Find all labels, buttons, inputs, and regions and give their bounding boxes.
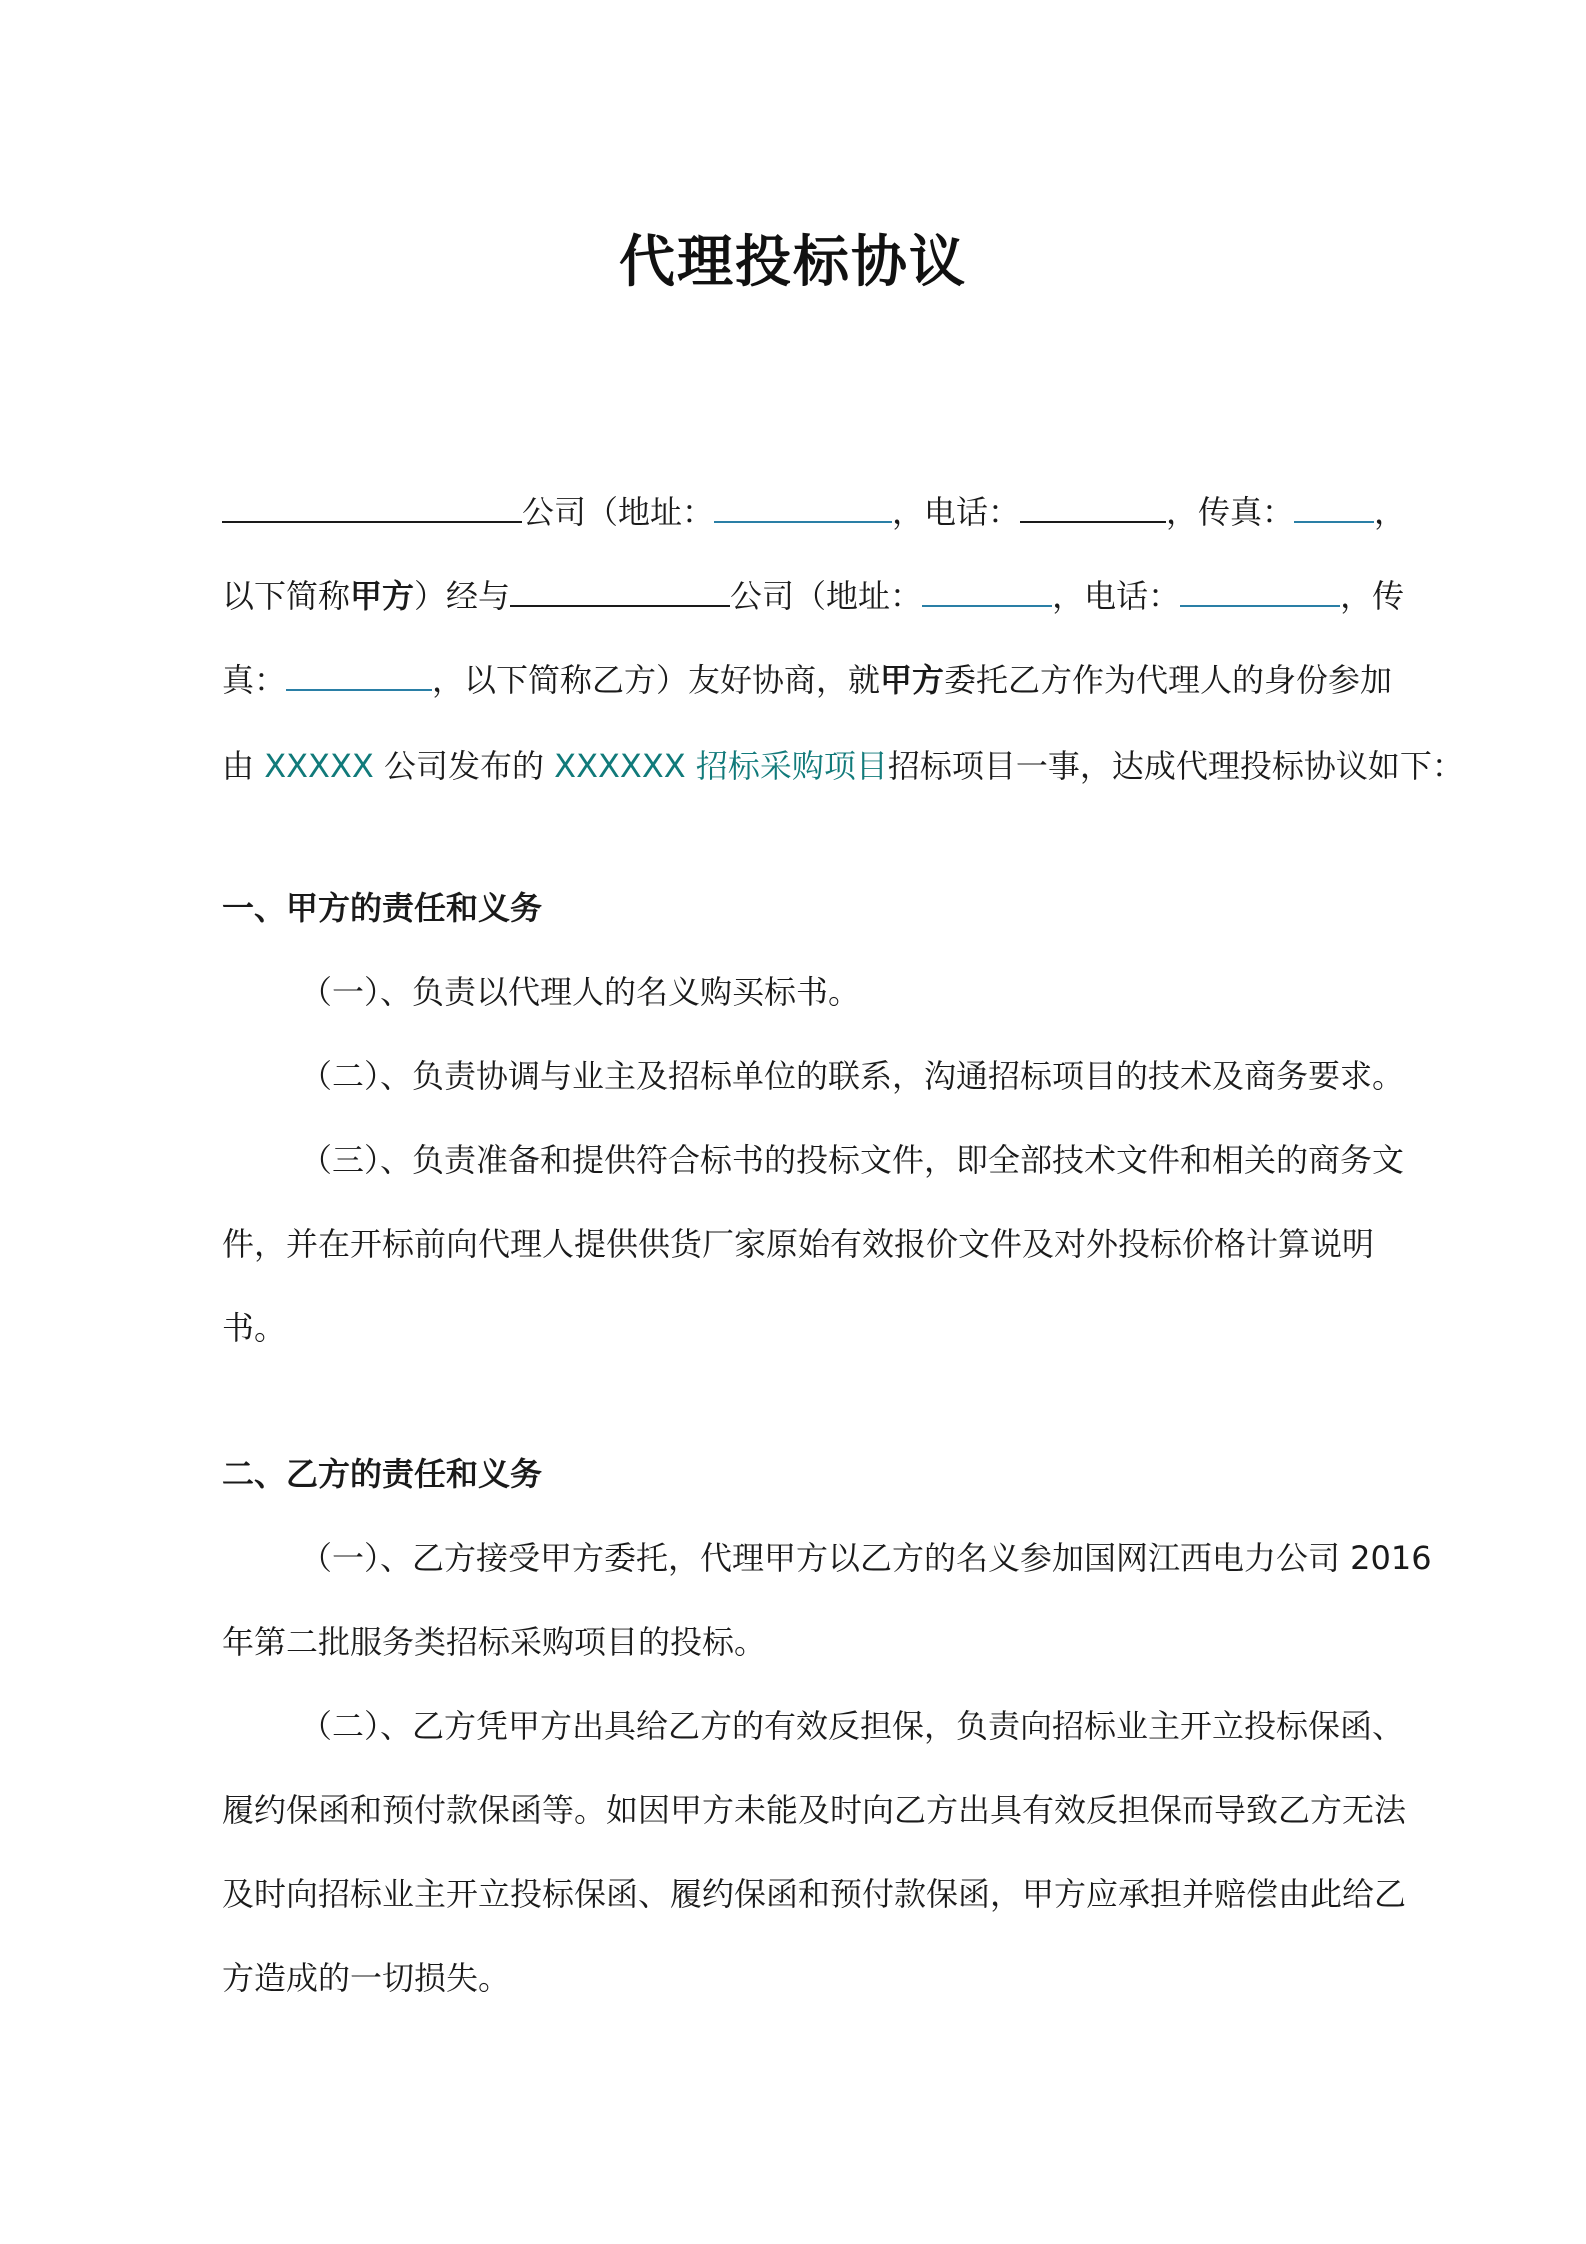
issuer-company: XXXXX — [264, 747, 374, 785]
section2-item-1: （一）、乙方接受甲方委托，代理甲方以乙方的名义参加国网江西电力公司 2016 — [300, 1539, 1432, 1577]
page-title: 代理投标协议 — [619, 230, 967, 295]
section2-item-1-cont: 年第二批服务类招标采购项目的投标。 — [222, 1623, 767, 1661]
party-b-phone-blank[interactable] — [1180, 571, 1340, 607]
fax-label-part1: ，传 — [1340, 577, 1405, 615]
fax-label-part2: 真： — [222, 661, 287, 699]
phone-label-2: ，电话： — [1052, 577, 1181, 615]
section1-item-3-end: 书。 — [222, 1309, 287, 1347]
section2-item-2-end: 方造成的一切损失。 — [222, 1959, 511, 1997]
party-b-address-blank[interactable] — [922, 571, 1052, 607]
closing-text: 招标项目一事，达成代理投标协议如下： — [887, 747, 1464, 785]
section2-heading: 二、乙方的责任和义务 — [222, 1455, 543, 1493]
party-a-prefix: 以下简称 — [222, 577, 351, 615]
section2-item-2-cont-2: 及时向招标业主开立投标保函、履约保函和预付款保函，甲方应承担并赔偿由此给乙 — [222, 1875, 1407, 1913]
intro-line-4 — [222, 736, 1464, 796]
fax-label: ，传真： — [1166, 493, 1295, 531]
published-by-label: 公司发布的 — [383, 747, 544, 785]
intro-line-3 — [222, 650, 1400, 710]
section1-item-3: （三）、负责准备和提供符合标书的投标文件，即全部技术文件和相关的商务文 — [300, 1141, 1405, 1179]
party-b-fax-blank[interactable] — [286, 655, 432, 691]
project-name: XXXXXX 招标采购项目 — [554, 747, 888, 785]
party-b-company-blank[interactable] — [510, 571, 730, 607]
party-a-fax-blank[interactable] — [1294, 487, 1374, 523]
section2-item-2: （二）、乙方凭甲方出具给乙方的有效反担保，负责向招标业主开立投标保函、 — [300, 1707, 1405, 1745]
section1-item-1: （一）、负责以代理人的名义购买标书。 — [300, 973, 861, 1011]
party-a-name-2: 甲方 — [880, 661, 945, 699]
intro-line-2 — [222, 566, 1405, 626]
from-label: 由 — [222, 747, 255, 785]
comma: ， — [1374, 493, 1407, 531]
section1-item-3-cont: 件，并在开标前向代理人提供供货厂家原始有效报价文件及对外投标价格计算说明 — [222, 1225, 1375, 1263]
intro-line-1 — [222, 482, 1407, 542]
section2-item-2-cont-1: 履约保函和预付款保函等。如因甲方未能及时向乙方出具有效反担保而导致乙方无法 — [222, 1791, 1407, 1829]
party-a-address-blank[interactable] — [714, 487, 892, 523]
party-a-phone-blank[interactable] — [1020, 487, 1166, 523]
section1-heading: 一、甲方的责任和义务 — [222, 889, 543, 927]
party-a-company-blank[interactable] — [222, 487, 522, 523]
party-a-name: 甲方 — [350, 577, 415, 615]
company-address-label-2: 公司（地址： — [730, 577, 923, 615]
company-address-label: 公司（地址： — [522, 493, 715, 531]
section1-item-2: （二）、负责协调与业主及招标单位的联系，沟通招标项目的技术及商务要求。 — [300, 1057, 1405, 1095]
party-b-text: ，以下简称乙方）友好协商，就 — [432, 661, 881, 699]
party-a-suffix: ）经与 — [414, 577, 511, 615]
delegation-text: 委托乙方作为代理人的身份参加 — [944, 661, 1393, 699]
phone-label: ，电话： — [892, 493, 1021, 531]
